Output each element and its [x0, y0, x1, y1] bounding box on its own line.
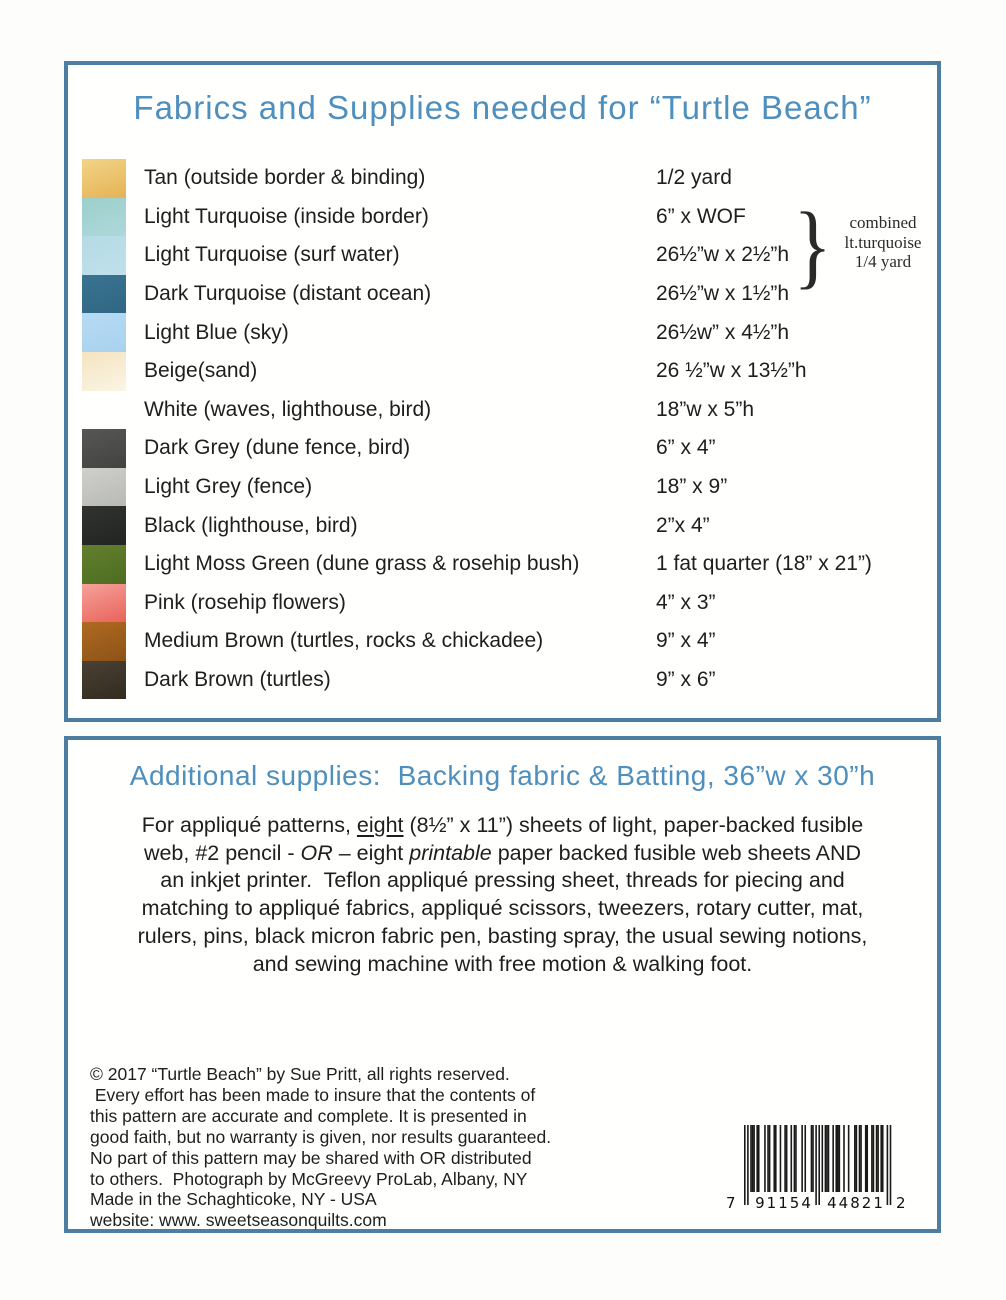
fabric-row: [82, 313, 930, 352]
fabric-quantity: 2”x 4”: [656, 513, 710, 537]
fabric-swatch: [82, 468, 126, 507]
fabric-swatch: [82, 236, 126, 275]
fabric-swatch: [82, 352, 126, 391]
combined-note-line: lt.turquoise: [844, 232, 922, 252]
fabric-row: [82, 506, 930, 545]
fabric-quantity: 26½w” x 4½”h: [656, 320, 790, 344]
fabric-quantity: 4” x 3”: [656, 590, 716, 614]
fabric-swatch: [82, 198, 126, 237]
paragraph-segment: an inkjet printer. Teflon appliqué pressing sheet, threads for piecing and: [160, 868, 845, 893]
fabric-name: Medium Brown (turtles, rocks & chickadee): [144, 629, 544, 653]
copyright-line: website: www. sweetseasonquilts.com: [90, 1210, 387, 1231]
fabric-name: Dark Turquoise (distant ocean): [144, 282, 432, 306]
fabric-quantity: 1/2 yard: [656, 166, 732, 190]
supplies-paragraph: [85, 812, 921, 978]
fabric-name: Light Blue (sky): [144, 320, 289, 344]
fabric-row: [82, 391, 930, 430]
fabric-swatch: [82, 622, 126, 661]
fabric-quantity: 6” x 4”: [656, 436, 716, 460]
fabric-quantity: 18”w x 5”h: [656, 397, 755, 421]
fabric-quantity: 6” x WOF: [656, 204, 746, 228]
combined-note-line: combined: [849, 213, 917, 232]
combined-note: [830, 213, 936, 272]
combined-note-line: 1/4 yard: [854, 252, 912, 271]
fabric-name: Light Turquoise (surf water): [144, 243, 400, 267]
additional-supplies-heading: Additional supplies: Backing fabric & Batting, 36”w x 30”h: [129, 760, 876, 791]
fabric-row: [82, 622, 930, 661]
copyright-line: © 2017 “Turtle Beach” by Sue Pritt, all rights reserved.: [90, 1064, 510, 1084]
fabric-quantity: 26 ½”w x 13½”h: [656, 359, 807, 383]
paragraph-segment: – eight: [332, 840, 410, 865]
fabric-quantity: 1 fat quarter (18” x 21”): [656, 552, 872, 576]
fabric-name: Dark Brown (turtles): [144, 668, 331, 692]
copyright-line: good faith, but no warranty is given, nor results guaranteed.: [90, 1126, 552, 1147]
barcode-digit-left: 7: [726, 1194, 736, 1212]
paragraph-segment: and sewing machine with free motion & walking foot.: [252, 951, 753, 976]
fabric-name: Black (lighthouse, bird): [144, 513, 358, 537]
fabric-swatch: [82, 545, 126, 584]
paragraph-segment: (8½” x 11”) sheets of light, paper-backed fusible: [403, 813, 864, 837]
fabric-name: Light Grey (fence): [144, 475, 313, 499]
fabric-row: [82, 429, 930, 468]
barcode-digit-group1: 91154: [755, 1194, 813, 1212]
fabric-swatch: [82, 506, 126, 545]
fabric-row: [82, 545, 930, 584]
fabric-row: [82, 352, 930, 391]
combined-brace-glyph: }: [793, 194, 832, 298]
paragraph-segment: web, #2 pencil -: [143, 840, 301, 865]
fabric-row: [82, 159, 930, 198]
fabric-quantity: 9” x 4”: [656, 629, 716, 653]
paragraph-segment: rulers, pins, black micron fabric pen, basting spray, the usual sewing notions,: [137, 923, 868, 948]
copyright-line: Every effort has been made to insure that the contents of: [90, 1084, 536, 1105]
fabric-swatch: [82, 275, 126, 314]
copyright-block: [90, 1064, 570, 1231]
paragraph-segment: OR: [300, 840, 333, 865]
fabric-swatch: [82, 661, 126, 700]
fabric-swatch: [82, 391, 126, 430]
fabric-swatch: [82, 429, 126, 468]
fabric-name: Pink (rosehip flowers): [144, 590, 346, 614]
fabric-name: Light Turquoise (inside border): [144, 204, 429, 228]
page-title: Fabrics and Supplies needed for “Turtle Beach”: [133, 89, 872, 126]
copyright-line: this pattern are accurate and complete. It is presented in: [90, 1105, 527, 1126]
fabric-swatch: [82, 584, 126, 623]
fabric-name: Light Moss Green (dune grass & rosehip bush): [144, 552, 580, 576]
fabric-quantity: 26½”w x 1½”h: [656, 282, 790, 306]
paragraph-segment: For appliqué patterns,: [141, 813, 357, 837]
copyright-line: No part of this pattern may be shared with OR distributed: [90, 1147, 532, 1168]
fabric-name: Tan (outside border & binding): [144, 166, 426, 190]
barcode-digit-right: 2: [896, 1194, 906, 1212]
fabric-row: [82, 468, 930, 507]
additional-supplies-box: [64, 736, 941, 1233]
barcode-digit-group2: 44821: [827, 1194, 885, 1212]
copyright-line: to others. Photograph by McGreevy ProLab, Albany, NY: [90, 1168, 528, 1189]
paragraph-segment: printable: [409, 840, 492, 865]
fabric-swatch: [82, 159, 126, 198]
fabric-supplies-box: [64, 61, 941, 722]
fabric-swatch: [82, 313, 126, 352]
fabric-name: White (waves, lighthouse, bird): [144, 397, 432, 421]
paragraph-segment: eight: [356, 813, 404, 837]
fabric-name: Beige(sand): [144, 359, 258, 383]
fabric-row: [82, 661, 930, 700]
fabric-name: Dark Grey (dune fence, bird): [144, 436, 411, 460]
copyright-line: Made in the Schaghticoke, NY - USA: [90, 1189, 377, 1210]
fabric-quantity: 18” x 9”: [656, 475, 728, 499]
fabric-row: [82, 584, 930, 623]
paragraph-segment: matching to appliqué fabrics, appliqué scissors, tweezers, rotary cutter, mat,: [141, 896, 864, 921]
paragraph-segment: paper backed fusible web sheets AND: [491, 840, 862, 865]
upc-barcode: [726, 1125, 926, 1220]
fabric-quantity: 9” x 6”: [656, 668, 716, 692]
fabric-quantity: 26½”w x 2½”h: [656, 243, 790, 267]
